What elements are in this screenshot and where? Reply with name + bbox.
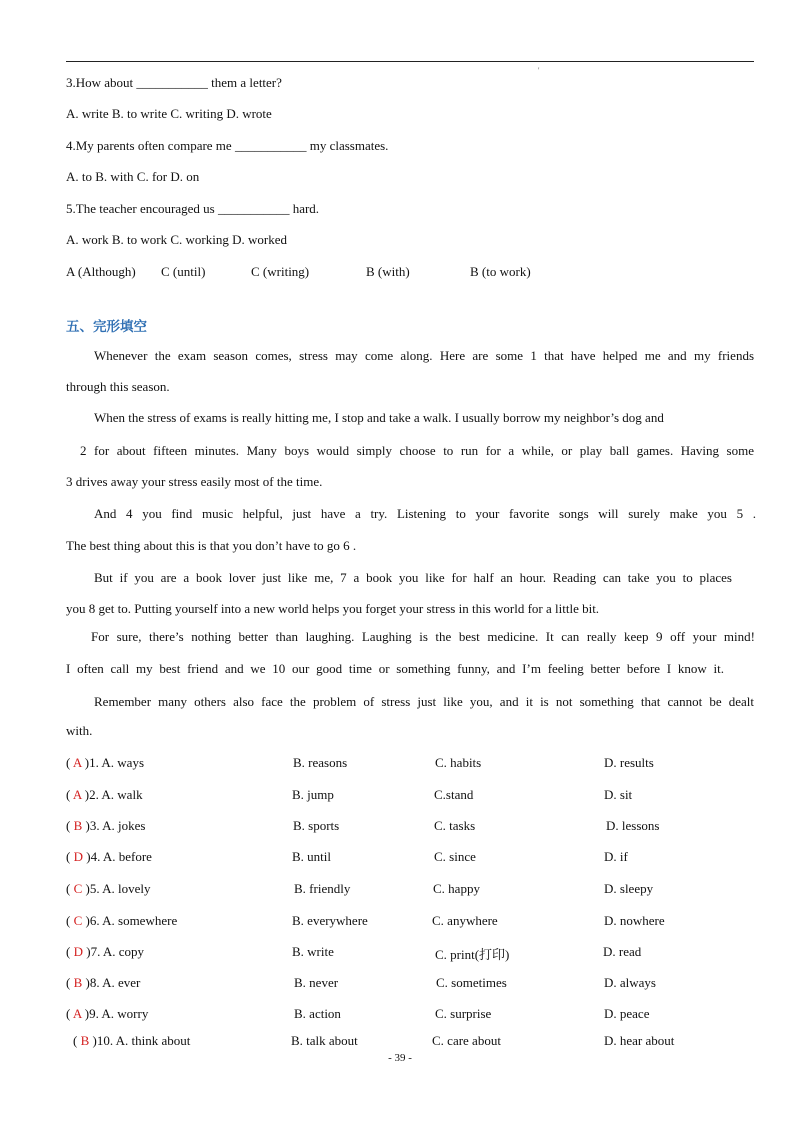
- prev-answer-2: C (until): [161, 264, 206, 279]
- passage-line: through this season.: [66, 379, 170, 394]
- passage-line: 2 for about fifteen minutes. Many boys would simply choose to run for a while, or play ball games. Having some: [80, 443, 754, 458]
- answer-key: D: [73, 944, 83, 959]
- question-row-7: ( D )7. A. copy: [66, 944, 145, 959]
- answer-key: B: [73, 818, 83, 833]
- option-c: C. care about: [432, 1033, 501, 1048]
- option-b: B. until: [292, 849, 332, 864]
- question-row-4: ( D )4. A. before: [66, 849, 152, 864]
- option-b: B. jump: [292, 787, 334, 802]
- option-c: C. tasks: [434, 818, 476, 833]
- question-row-8: ( B )8. A. ever: [66, 975, 141, 990]
- passage-line: I often call my best friend and we 10 our good time or something funny, and I’m feeling better before I know it.: [66, 661, 724, 676]
- question-row-3: ( B )3. A. jokes: [66, 818, 146, 833]
- passage-line: When the stress of exams is really hitting me, I stop and take a walk. I usually borrow my neighbor’s dog and: [94, 410, 664, 425]
- option-b: B. reasons: [293, 755, 348, 770]
- option-d: D. results: [604, 755, 654, 770]
- option-c: C. habits: [435, 755, 482, 770]
- option-c: C. sometimes: [436, 975, 507, 990]
- passage-line: Remember many others also face the problem of stress just like you, and it is not something that cannot be dealt: [94, 694, 754, 709]
- header-rule: [66, 61, 754, 62]
- answer-key: A: [72, 787, 82, 802]
- passage-line: with.: [66, 723, 93, 738]
- question-row-10: ( B )10. A. think about: [73, 1033, 191, 1048]
- option-d: D. nowhere: [604, 913, 665, 928]
- answer-key: C: [73, 913, 83, 928]
- passage-line: Whenever the exam season comes, stress may come along. Here are some 1 that have helped me and my friends: [94, 348, 754, 363]
- option-d: D. peace: [604, 1006, 650, 1021]
- passage-line: For sure, there’s nothing better than laughing. Laughing is the best medicine. It can really keep 9 off your mind!: [91, 629, 755, 644]
- option-c: C. print(打印): [435, 947, 510, 962]
- option-d: D. sit: [604, 787, 633, 802]
- passage-line: The best thing about this is that you don’t have to go 6 .: [66, 538, 357, 553]
- answer-key: B: [80, 1033, 90, 1048]
- option-d: D. always: [604, 975, 656, 990]
- question-row-2: ( A )2. A. walk: [66, 787, 143, 802]
- prev-answer-5: B (to work): [470, 264, 531, 279]
- answer-key: A: [72, 1006, 82, 1021]
- question-row-1: ( A )1. A. ways: [66, 755, 145, 770]
- question-4: 4.My parents often compare me ___________ my classmates.: [66, 138, 389, 153]
- option-d: D. hear about: [604, 1033, 675, 1048]
- option-c: C. happy: [433, 881, 480, 896]
- question-5-options: A. work B. to work C. working D. worked: [66, 232, 287, 247]
- passage-line: And 4 you find music helpful, just have a try. Listening to your favorite songs will surely make you 5 .: [94, 506, 756, 521]
- prev-answer-4: B (with): [366, 264, 410, 279]
- page-number: - 39 -: [388, 1052, 412, 1064]
- option-b: B. talk about: [291, 1033, 358, 1048]
- option-b: B. action: [294, 1006, 341, 1021]
- header-mark: ': [538, 66, 540, 75]
- question-row-6: ( C )6. A. somewhere: [66, 913, 178, 928]
- section-title: 五、完形填空: [66, 319, 147, 335]
- answer-key: A: [72, 755, 82, 770]
- option-b: B. sports: [293, 818, 340, 833]
- prev-answer-1: A (Although): [66, 264, 136, 279]
- option-c: C.stand: [434, 787, 474, 802]
- option-b: B. everywhere: [292, 913, 368, 928]
- question-3-options: A. write B. to write C. writing D. wrote: [66, 106, 272, 121]
- question-4-options: A. to B. with C. for D. on: [66, 169, 200, 184]
- question-row-5: ( C )5. A. lovely: [66, 881, 151, 896]
- answer-key: B: [73, 975, 83, 990]
- option-d: D. sleepy: [604, 881, 654, 896]
- option-b: B. never: [294, 975, 339, 990]
- answer-key: D: [73, 849, 83, 864]
- option-b: B. friendly: [294, 881, 351, 896]
- passage-line: 3 drives away your stress easily most of the time.: [66, 474, 323, 489]
- option-d: D. lessons: [606, 818, 660, 833]
- question-3: 3.How about ___________ them a letter?: [66, 75, 282, 90]
- passage-line: you 8 get to. Putting yourself into a new world helps you forget your stress in this world for a little bit.: [66, 601, 600, 616]
- prev-answer-3: C (writing): [251, 264, 310, 279]
- answer-key: C: [73, 881, 83, 896]
- option-d: D. read: [603, 944, 642, 959]
- question-row-9: ( A )9. A. worry: [66, 1006, 149, 1021]
- option-d: D. if: [604, 849, 628, 864]
- option-c: C. anywhere: [432, 913, 498, 928]
- option-c: C. surprise: [435, 1006, 492, 1021]
- passage-line: But if you are a book lover just like me, 7 a book you like for half an hour. Reading can take you to places: [94, 570, 732, 585]
- option-b: B. write: [292, 944, 334, 959]
- option-c: C. since: [434, 849, 476, 864]
- question-5: 5.The teacher encouraged us ___________ hard.: [66, 201, 320, 216]
